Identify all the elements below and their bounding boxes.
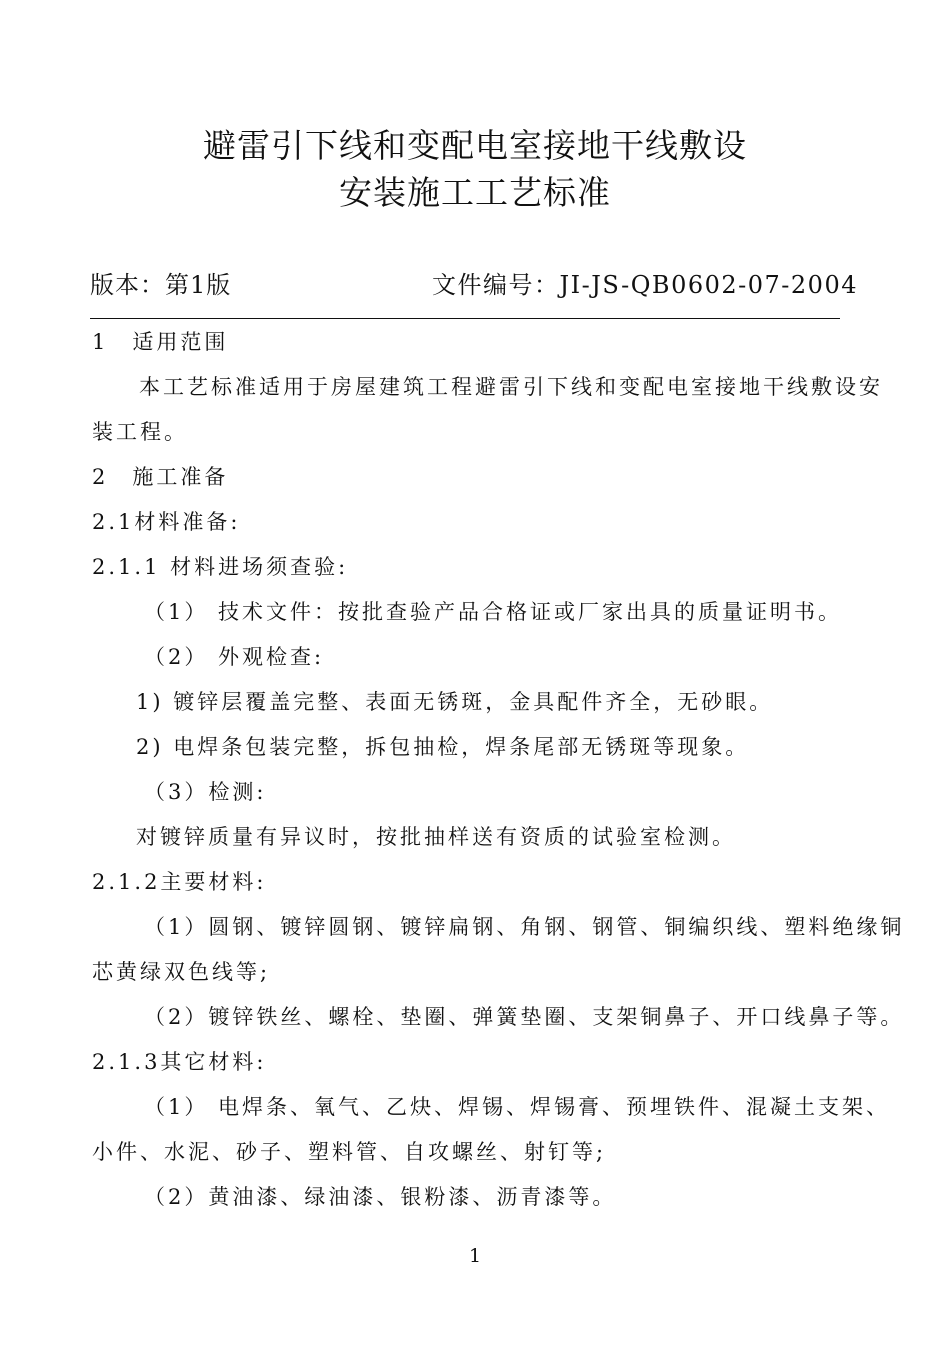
list-item: （2） 外观检查: <box>144 645 325 669</box>
list-item: （1） 技术文件：按批查验产品合格证或厂家出具的质量证明书。 <box>144 600 843 624</box>
list-item: 2) 电焊条包装完整，拆包抽检，焊条尾部无锈斑等现象。 <box>136 735 750 759</box>
header-divider <box>90 318 840 319</box>
list-item-continuation: 芯黄绿双色线等; <box>92 960 271 984</box>
list-item-continuation: 小件、水泥、砂子、塑料管、自攻螺丝、射钉等; <box>92 1140 607 1164</box>
paragraph-line: 本工艺标准适用于房屋建筑工程避雷引下线和变配电室接地干线敷设安 <box>139 375 883 399</box>
document-title-line-1: 避雷引下线和变配电室接地干线敷设 <box>203 126 747 165</box>
list-item: （1）圆钢、镀锌圆钢、镀锌扁钢、角钢、钢管、铜编织线、塑料绝缘铜 <box>144 915 905 939</box>
paragraph-line: 对镀锌质量有异议时，按批抽样送有资质的试验室检测。 <box>136 825 736 849</box>
document-title-line-2: 安装施工工艺标准 <box>339 173 611 212</box>
subsection-heading: 2.1.3其它材料: <box>92 1050 267 1074</box>
subsection-heading: 2.1.1 材料进场须查验: <box>92 555 349 579</box>
subsection-heading: 2.1材料准备: <box>92 510 241 534</box>
list-item: （2）黄油漆、绿油漆、银粉漆、沥青漆等。 <box>144 1185 617 1209</box>
version-label: 版本：第1版 <box>90 271 232 299</box>
paragraph-line: 装工程。 <box>92 420 188 444</box>
document-number: 文件编号：JI-JS-QB0602-07-2004 <box>432 271 858 299</box>
list-item: （3）检测: <box>144 780 267 804</box>
document-body <box>92 320 905 1220</box>
list-item: （1） 电焊条、氧气、乙炔、焊锡、焊锡膏、预埋铁件、混凝土支架、 <box>144 1095 891 1119</box>
list-item: 1) 镀锌层覆盖完整、表面无锈斑，金具配件齐全，无砂眼。 <box>136 690 774 714</box>
section-heading-1: 1 适用范围 <box>92 330 229 354</box>
list-item: （2）镀锌铁丝、螺栓、垫圈、弹簧垫圈、支架铜鼻子、开口线鼻子等。 <box>144 1005 905 1029</box>
page-number: 1 <box>468 1245 482 1267</box>
subsection-heading: 2.1.2主要材料: <box>92 870 267 894</box>
section-heading-2: 2 施工准备 <box>92 465 229 489</box>
